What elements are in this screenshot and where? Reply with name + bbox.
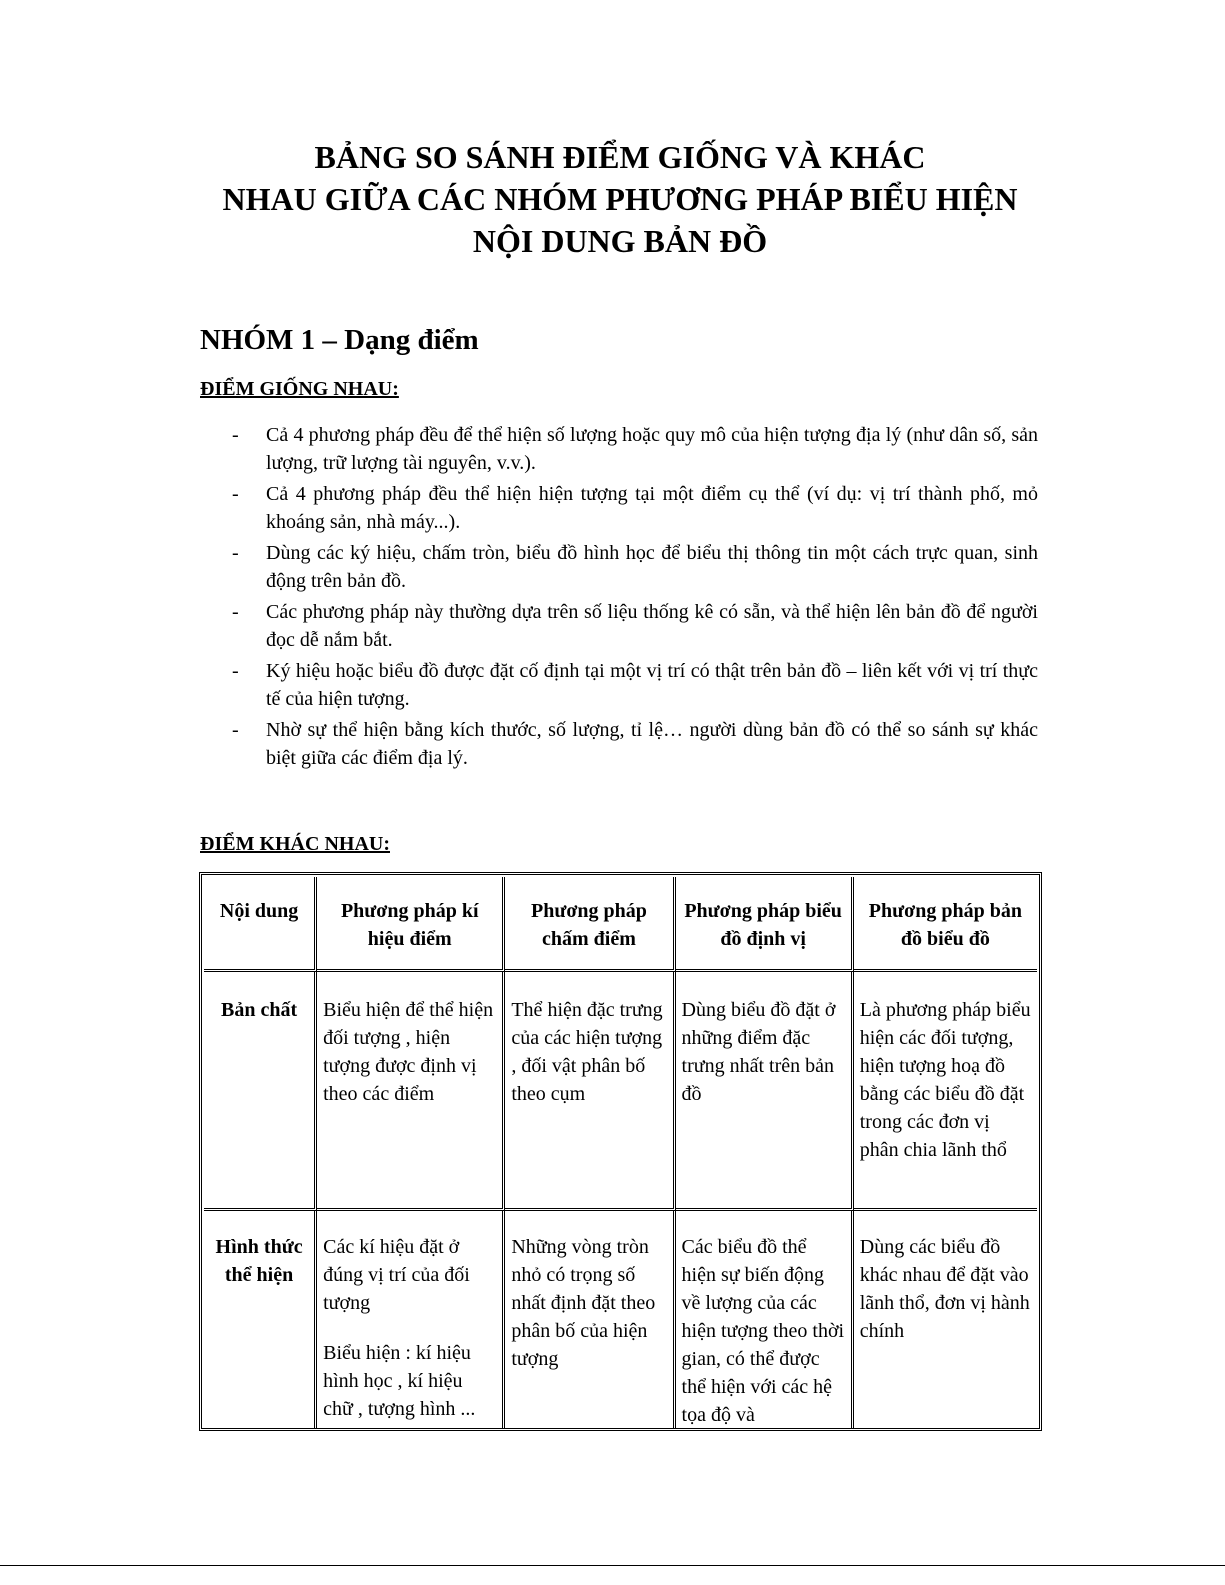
table-cell: Biểu hiện để thể hiện đối tượng , hiện tượng được định vị theo các điểm [317, 972, 505, 1211]
list-item-text: Nhờ sự thể hiện bằng kích thước, số lượng, tỉ lệ… người dùng bản đồ có thể so sánh sự khác biệt giữa các điểm địa lý. [266, 719, 1038, 769]
title-line-2: NHAU GIỮA CÁC NHÓM PHƯƠNG PHÁP BIỂU HIỆN [222, 181, 1018, 217]
list-item [232, 598, 1038, 654]
document-title [160, 136, 1080, 262]
column-header: Phương pháp biểu đồ định vị [676, 877, 854, 972]
table-cell: Là phương pháp biểu hiện các đối tượng, hiện tượng hoạ đồ bằng các biểu đồ đặt trong các đơn vị phân chia lãnh thổ [854, 972, 1037, 1211]
title-line-1: BẢNG SO SÁNH ĐIỂM GIỐNG VÀ KHÁC [314, 139, 926, 175]
title-line-3: NỘI DUNG BẢN ĐỒ [472, 223, 768, 259]
list-item-text: Cả 4 phương pháp đều thể hiện hiện tượng tại một điểm cụ thể (ví dụ: vị trí thành phố, mỏ khoáng sản, nhà máy...). [266, 483, 1038, 533]
bullet-marker: - [232, 660, 239, 682]
bullet-marker: - [232, 719, 239, 741]
row-header: Hình thức thể hiện [204, 1211, 317, 1429]
column-header: Phương pháp chấm điểm [505, 877, 675, 972]
page-bottom-rule [0, 1565, 1225, 1566]
table-cell: Dùng biểu đồ đặt ở những điểm đặc trưng nhất trên bản đồ [676, 972, 854, 1211]
column-header: Phương pháp kí hiệu điểm [317, 877, 505, 972]
table-cell: Các biểu đồ thể hiện sự biến động về lượng của các hiện tượng theo thời gian, có thể được thể hiện với các hệ tọa độ và [676, 1211, 854, 1429]
list-item-text: Cả 4 phương pháp đều để thể hiện số lượng hoặc quy mô của hiện tượng địa lý (như dân số, sản lượng, trữ lượng tài nguyên, v.v.). [266, 424, 1038, 474]
row-header: Bản chất [204, 972, 317, 1211]
list-item [232, 480, 1038, 536]
bullet-marker: - [232, 542, 239, 564]
list-item [232, 421, 1038, 477]
list-item-text: Dùng các ký hiệu, chấm tròn, biểu đồ hình học để biểu thị thông tin một cách trực quan, sinh động trên bản đồ. [266, 542, 1038, 592]
similarities-list [232, 421, 1038, 775]
list-item [232, 716, 1038, 772]
list-item [232, 657, 1038, 713]
column-header: Phương pháp bản đồ biểu đồ [854, 877, 1037, 972]
differences-heading: ĐIỂM KHÁC NHAU: [200, 833, 390, 855]
table-cell: Những vòng tròn nhỏ có trọng số nhất định đặt theo phân bố của hiện tượng [505, 1211, 675, 1429]
table-cell: Dùng các biểu đồ khác nhau để đặt vào lãnh thổ, đơn vị hành chính [859, 1236, 1030, 1342]
bullet-marker: - [232, 424, 239, 446]
cell-paragraph: Các kí hiệu đặt ở đúng vị trí của đối tượng [323, 1236, 470, 1314]
bullet-marker: - [232, 483, 239, 505]
table-row [204, 972, 1037, 1211]
comparison-table [204, 877, 1037, 1429]
similarities-heading: ĐIỂM GIỐNG NHAU: [200, 378, 399, 400]
column-header: Nội dung [204, 877, 317, 972]
bullet-marker: - [232, 601, 239, 623]
list-item-text: Ký hiệu hoặc biểu đồ được đặt cố định tại một vị trí có thật trên bản đồ – liên kết với vị trí thực tế của hiện tượng. [266, 660, 1038, 710]
table-cell [317, 1211, 505, 1429]
section-heading: NHÓM 1 – Dạng điểm [200, 324, 479, 356]
comparison-table-frame [199, 872, 1042, 1431]
list-item-text: Các phương pháp này thường dựa trên số liệu thống kê có sẵn, và thể hiện lên bản đồ để người đọc dễ nắm bắt. [266, 601, 1038, 651]
list-item [232, 539, 1038, 595]
table-cell: Thể hiện đặc trưng của các hiện tượng , đối vật phân bố theo cụm [505, 972, 675, 1211]
table-row [204, 1211, 1037, 1429]
table-header-row [204, 877, 1037, 972]
cell-paragraph: Biểu hiện : kí hiệu hình học , kí hiệu chữ , tượng hình ... [323, 1342, 476, 1420]
